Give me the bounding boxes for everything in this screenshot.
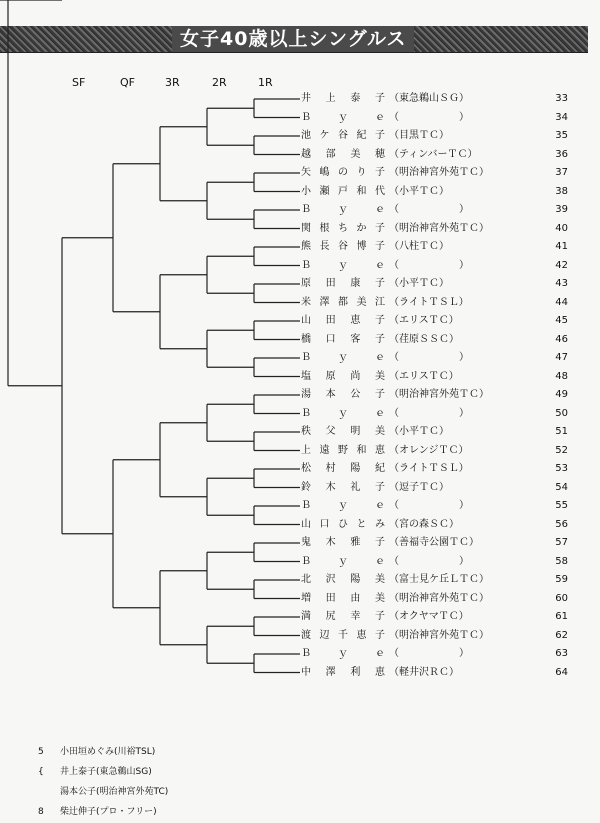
round-header: SF [72, 76, 86, 89]
player-club: （荏原ＳＳＣ） [389, 333, 459, 345]
player-name: 熊長谷博子 [301, 241, 385, 252]
draw-entry [301, 424, 531, 439]
player-name: Ｂｙｅ [301, 407, 385, 419]
player-club: （富士見ケ丘ＬＴＣ） [389, 574, 489, 585]
player-club: （オレンジＴＣ） [389, 444, 469, 456]
player-club: （ティンバーＴＣ） [389, 148, 478, 160]
draw-number: 59 [555, 574, 568, 585]
player-club: （明治神宮外苑ＴＣ） [389, 592, 489, 604]
player-club: （小平ＴＣ） [389, 426, 449, 437]
draw-entry [301, 480, 531, 495]
draw-number: 48 [555, 370, 568, 382]
draw-entry [301, 147, 531, 162]
player-name: 米澤都美江 [301, 296, 385, 308]
player-name: 山口ひとみ [301, 518, 385, 530]
draw-entry [301, 591, 531, 606]
player-name: Ｂｙｅ [301, 259, 385, 271]
player-club: （明治神宮外苑ＴＣ） [389, 167, 489, 178]
player-name: 満尻幸子 [301, 611, 385, 622]
player-club: （宮の森ＳＣ） [389, 518, 459, 530]
draw-entry [301, 646, 531, 661]
player-club: （小平ＴＣ） [389, 278, 449, 289]
player-name: Ｂｙｅ [301, 204, 385, 215]
player-name: 松村陽紀 [301, 463, 385, 474]
draw-number: 63 [555, 648, 568, 659]
draw-number: 34 [555, 111, 568, 123]
draw-number: 37 [555, 167, 568, 178]
player-name: Ｂｙｅ [301, 555, 385, 567]
player-club: （ライトＴＳＬ） [389, 296, 469, 308]
draw-entry [301, 221, 531, 236]
draw-entry [301, 91, 531, 106]
player-club: （エリスＴＣ） [389, 315, 459, 326]
draw-number: 55 [555, 500, 568, 511]
player-name: 関根ちか子 [301, 222, 385, 234]
page-title: 女子40歳以上シングルス [172, 26, 414, 52]
player-club: （ ） [389, 111, 469, 123]
player-name: 北沢陽美 [301, 574, 385, 585]
draw-entry [301, 572, 531, 587]
player-name: 上遠野和恵 [301, 444, 385, 456]
player-club: （ライトＴＳＬ） [389, 463, 469, 474]
seed-player: 小田垣めぐみ(川裕TSL) [60, 747, 156, 757]
draw-entry [301, 128, 531, 143]
draw-entry [301, 406, 531, 421]
player-club: （ ） [389, 204, 469, 215]
draw-entry [301, 461, 531, 476]
draw-number: 36 [555, 148, 568, 160]
player-club: （ ） [389, 648, 469, 659]
draw-entry [301, 350, 531, 365]
player-club: （ ） [389, 352, 469, 363]
player-name: 渡辺千恵子 [301, 629, 385, 641]
draw-number: 40 [555, 222, 568, 234]
draw-number: 57 [555, 537, 568, 548]
draw-entry [301, 165, 531, 180]
player-name: 中澤利恵 [301, 666, 385, 678]
draw-number: 33 [555, 93, 568, 104]
draw-number: 38 [555, 185, 568, 197]
draw-entry [301, 313, 531, 328]
draw-number: 46 [555, 333, 568, 345]
player-club: （ ） [389, 555, 469, 567]
draw-number: 47 [555, 352, 568, 363]
draw-number: 50 [555, 407, 568, 419]
player-name: 原田康子 [301, 278, 385, 289]
draw-number: 56 [555, 518, 568, 530]
player-club: （東急鵜山ＳＧ） [389, 93, 469, 104]
draw-entry [301, 609, 531, 624]
draw-entry [301, 665, 531, 680]
draw-entry [301, 239, 531, 254]
draw-entry [301, 258, 531, 273]
player-name: 塩原尚美 [301, 370, 385, 382]
draw-entry [301, 443, 531, 458]
player-name: 井上泰子 [301, 93, 385, 104]
player-club: （ ） [389, 259, 469, 271]
player-name: 増田由美 [301, 592, 385, 604]
player-name: 山田恵子 [301, 315, 385, 326]
draw-number: 39 [555, 204, 568, 215]
player-club: （明治神宮外苑ＴＣ） [389, 629, 489, 641]
player-name: 小瀬戸和代 [301, 185, 385, 197]
player-name: 秩父明美 [301, 426, 385, 437]
draw-number: 43 [555, 278, 568, 289]
draw-number: 51 [555, 426, 568, 437]
player-name: Ｂｙｅ [301, 111, 385, 123]
draw-entry [301, 295, 531, 310]
draw-number: 35 [555, 130, 568, 141]
player-club: （ ） [389, 407, 469, 419]
player-name: 橋口客子 [301, 333, 385, 345]
draw-entry [301, 498, 531, 513]
draw-number: 53 [555, 463, 568, 474]
draw-number: 58 [555, 555, 568, 567]
round-header: 3R [165, 76, 180, 89]
seed-number: 8 [38, 807, 44, 817]
player-club: （ ） [389, 500, 469, 511]
draw-entry [301, 517, 531, 532]
draw-entry [301, 369, 531, 384]
seed-number: { [38, 767, 44, 777]
player-name: Ｂｙｅ [301, 500, 385, 511]
player-name: 矢嶋のり子 [301, 167, 385, 178]
draw-number: 44 [555, 296, 568, 308]
draw-number: 42 [555, 259, 568, 271]
seed-player: 柴辻伸子(プロ・フリー) [60, 807, 157, 817]
player-club: （逗子ＴＣ） [389, 481, 449, 493]
draw-entry [301, 628, 531, 643]
player-name: Ｂｙｅ [301, 648, 385, 659]
player-name: 鈴木礼子 [301, 481, 385, 493]
round-header: 1R [258, 76, 273, 89]
draw-number: 41 [555, 241, 568, 252]
draw-number: 45 [555, 315, 568, 326]
draw-entry [301, 332, 531, 347]
player-club: （目黒ＴＣ） [389, 130, 449, 141]
player-club: （善福寺公園ＴＣ） [389, 537, 479, 548]
player-club: （小平ＴＣ） [389, 185, 449, 197]
player-club: （明治神宮外苑ＴＣ） [389, 389, 489, 400]
player-name: Ｂｙｅ [301, 352, 385, 363]
player-club: （明治神宮外苑ＴＣ） [389, 222, 489, 234]
player-club: （軽井沢ＲＣ） [389, 666, 459, 678]
draw-number: 52 [555, 444, 568, 456]
player-name: 池ケ谷紀子 [301, 130, 385, 141]
draw-entry [301, 554, 531, 569]
player-club: （エリスＴＣ） [389, 370, 459, 382]
draw-number: 62 [555, 629, 568, 641]
draw-number: 60 [555, 592, 568, 604]
seed-number: 5 [38, 747, 44, 757]
draw-entry [301, 202, 531, 217]
draw-number: 54 [555, 481, 568, 493]
player-name: 鬼木雅子 [301, 537, 385, 548]
player-club: （オクヤマＴＣ） [389, 611, 469, 622]
player-club: （八柱ＴＣ） [389, 241, 449, 252]
round-header: 2R [212, 76, 227, 89]
draw-entry [301, 110, 531, 125]
draw-entry [301, 276, 531, 291]
draw-entry [301, 387, 531, 402]
draw-number: 49 [555, 389, 568, 400]
seed-player: 湯本公子(明治神宮外苑TC) [60, 787, 169, 797]
draw-number: 61 [555, 611, 568, 622]
round-header: QF [120, 76, 135, 89]
draw-number: 64 [555, 666, 568, 678]
draw-entry [301, 535, 531, 550]
draw-entry [301, 184, 531, 199]
seed-player: 井上泰子(東急鵜山SG) [60, 767, 152, 777]
player-name: 湯本公子 [301, 389, 385, 400]
player-name: 越部美穂 [301, 148, 385, 160]
